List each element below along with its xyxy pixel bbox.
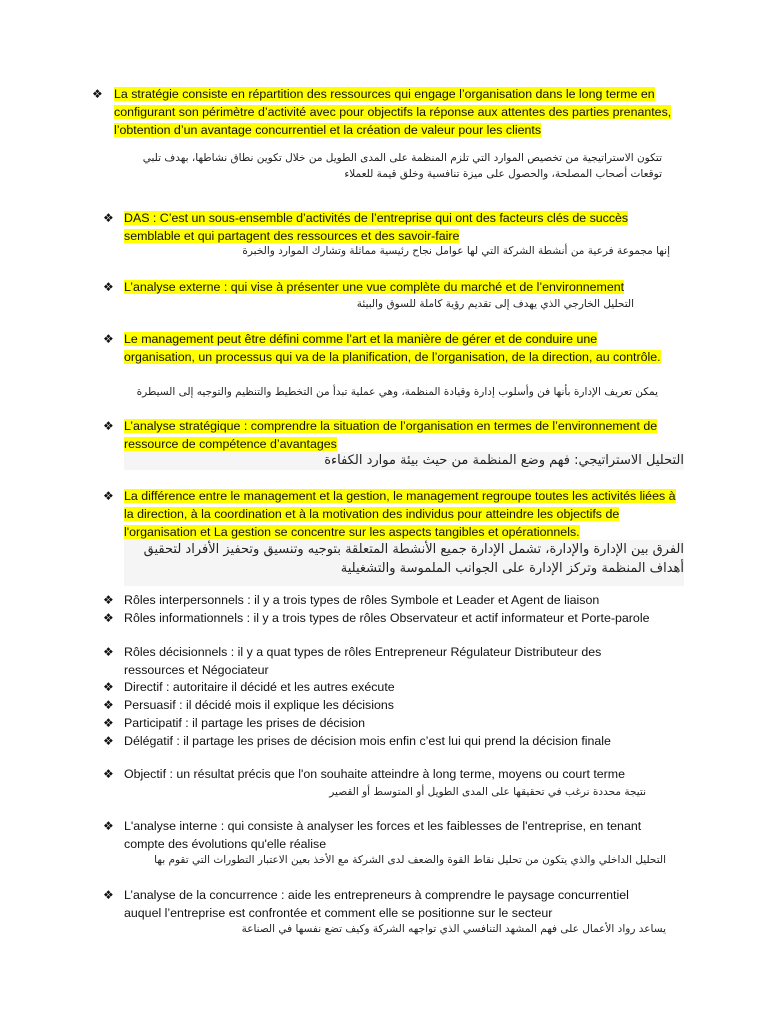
bullet-icon: ❖ [103, 211, 114, 225]
bullet-icon: ❖ [103, 819, 114, 833]
strategie-fr: La stratégie consiste en répartition des ressources qui engage l’organisation dans le long terme en configurant son périmètre d’activité avec pour objectifs la réponse aux attentes des parties prenantes, l’obtention d’un avantage concurrentiel et la création de valeur pour les clients [114, 87, 672, 137]
role-informationnels: Rôles informationnels : il y a trois types de rôles Observateur et actif informateur et Porte-parole [124, 611, 650, 625]
analyse-concurrence-fr: L’analyse de la concurrence : aide les entrepreneurs à comprendre le paysage concurrentiel auquel l’entreprise est confrontée et comment elle se positionne sur le secteur [124, 888, 629, 920]
bullet-icon: ❖ [103, 280, 114, 294]
analyse-concurrence-ar: يساعد رواد الأعمال على فهم المشهد التنافسي الذي تواجهه الشركة وكيف تضع نفسها في الصناعة [241, 923, 666, 935]
analyse-interne-fr: L'analyse interne : qui consiste à analyser les forces et les faiblesses de l'entreprise, en tenant compte des évolutions qu'elle réalise [124, 819, 642, 851]
difference-fr: La différence entre le management et la gestion, le management regroupe toutes les activités liées à la direction, à la coordination et à la motivation des individus pour atteindre les objectifs de l'organisation et La gestion se concentre sur les aspects tangibles et opérationnels. [124, 489, 676, 539]
difference-ar: الفرق بين الإدارة والإدارة، تشمل الإدارة جميع الأنشطة المتعلقة بتوجيه وتنسيق وتحفيز الأفراد لتحقيق أهداف المنظمة وتركز الإدارة على الجوانب الملموسة والتشغيلية [124, 540, 684, 586]
management-fr: Le management peut être défini comme l’art et la manière de gérer et de conduire une organisation, un processus qui va de la planification, de l’organisation, de la direction, au contrôle. [124, 332, 661, 364]
bullet-icon: ❖ [103, 698, 114, 712]
objectif-ar: نتيجة محددة نرغب في تحقيقها على المدى الطويل أو المتوسط أو القصير [329, 786, 646, 798]
bullet-icon: ❖ [103, 611, 114, 625]
bullet-icon: ❖ [103, 419, 114, 433]
management-ar: يمكن تعريف الإدارة بأنها فن وأسلوب إدارة وقيادة المنظمة، وهي عملية تبدأ من التخطيط والتنظيم والتوجيه إلى السيطرة [136, 386, 658, 398]
role-decisionnels: Rôles décisionnels : il y a quat types de rôles Entrepreneur Régulateur Distributeur des ressources et Négociateur [124, 645, 602, 677]
bullet-icon: ❖ [103, 767, 114, 781]
style-delegatif: Délégatif : il partage les prises de décision mois enfin c’est lui qui prend la décision finale [124, 734, 611, 748]
das-fr: DAS : C’est un sous-ensemble d’activités de l’entreprise qui ont des facteurs clés de succès semblable et qui partagent des ressources et des savoir-faire [124, 211, 629, 243]
bullet-icon: ❖ [103, 734, 114, 748]
bullet-icon: ❖ [103, 645, 114, 659]
bullet-icon: ❖ [103, 888, 114, 902]
bullet-icon: ❖ [103, 680, 114, 694]
analyse-externe-fr: L’analyse externe : qui vise à présenter une vue complète du marché et de l’environnement [124, 280, 625, 294]
bullet-icon: ❖ [92, 87, 103, 101]
das-ar: إنها مجموعة فرعية من أنشطة الشركة التي لها عوامل نجاح رئيسية مماثلة وتشارك الموارد والخبرة [242, 245, 670, 257]
bullet-icon: ❖ [103, 716, 114, 730]
bullet-icon: ❖ [103, 593, 114, 607]
style-participatif: Participatif : il partage les prises de décision [124, 716, 366, 730]
bullet-icon: ❖ [103, 489, 114, 503]
analyse-interne-ar: التحليل الداخلي والذي يتكون من تحليل نقاط القوة والضعف لدى الشركة مع الأخذ بعين الاعتبار التطورات التي تقوم بها [154, 854, 666, 866]
style-directif: Directif : autoritaire il décidé et les autres exécute [124, 680, 395, 694]
analyse-strategique-fr: L’analyse stratégique : comprendre la situation de l’organisation en termes de l’environnement de ressource de compétence d’avantages [124, 419, 658, 451]
analyse-strategique-ar: التحليل الاستراتيجي: فهم وضع المنظمة من حيث بيئة موارد الكفاءة [124, 452, 684, 470]
strategie-ar: تتكون الاستراتيجية من تخصيص الموارد التي تلزم المنظمة على المدى الطويل من خلال تكوين نطاق نشاطها، بهدف تلبي توقعات أصحاب المصلحة، والحصول على ميزة تنافسية وخلق قيمة للعملاء [142, 152, 662, 180]
objectif-fr: Objectif : un résultat précis que l'on souhaite atteindre à long terme, moyens ou court terme [124, 767, 626, 781]
role-interpersonnels: Rôles interpersonnels : il y a trois types de rôles Symbole et Leader et Agent de liaison [124, 593, 600, 607]
analyse-externe-ar: التحليل الخارجي الذي يهدف إلى تقديم رؤية كاملة للسوق والبيئة [356, 298, 634, 310]
style-persuasif: Persuasif : il décidé mois il explique les décisions [124, 698, 394, 712]
bullet-icon: ❖ [103, 332, 114, 346]
